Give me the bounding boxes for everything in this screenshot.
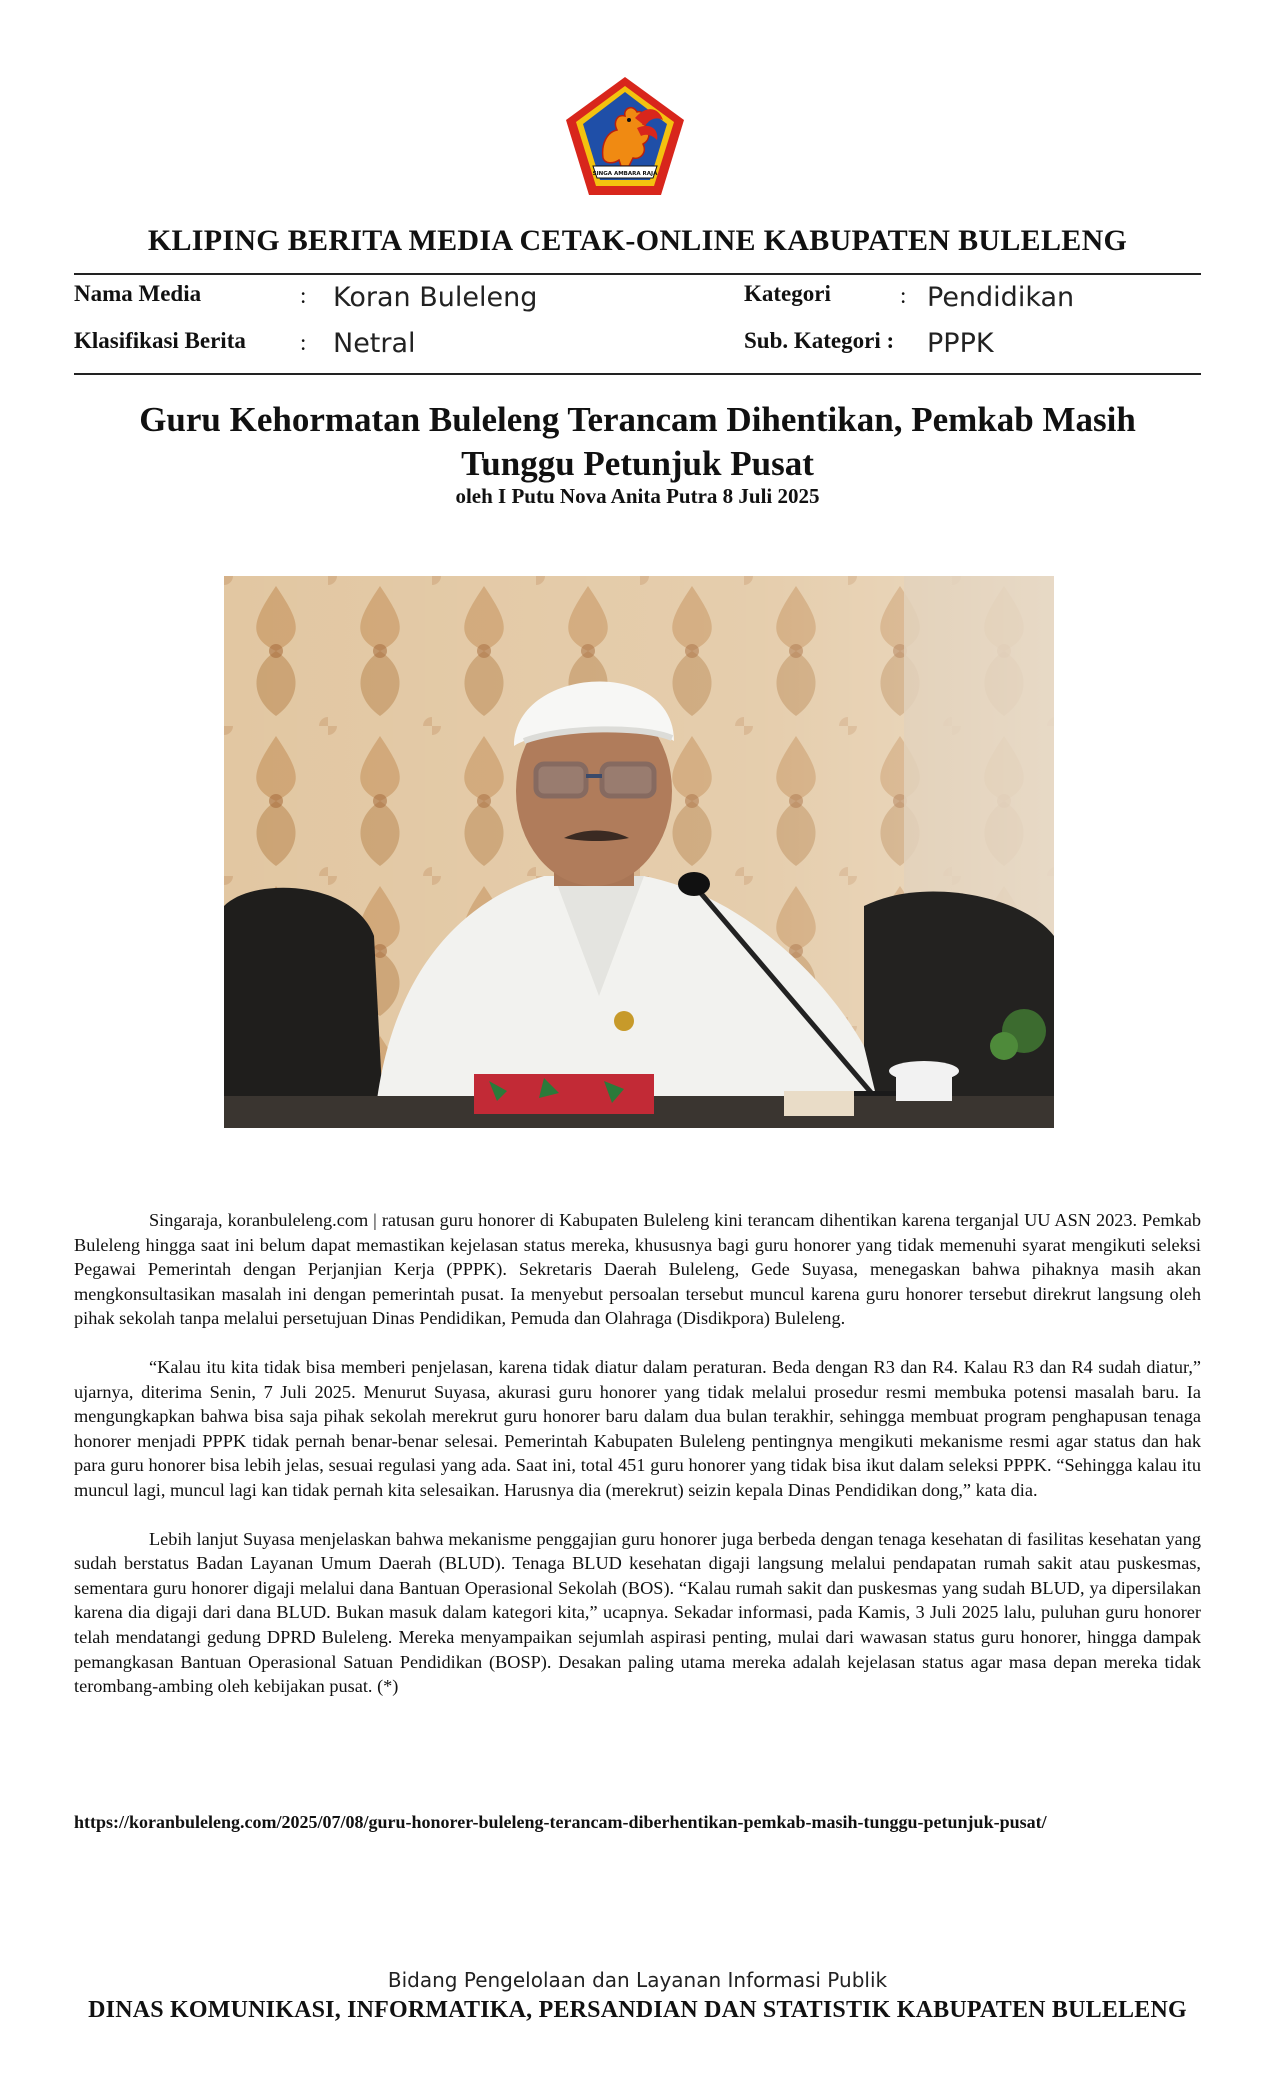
subkategori-value: PPPK [927, 328, 994, 359]
article-byline: oleh I Putu Nova Anita Putra 8 Juli 2025 [455, 484, 820, 508]
subkategori-label: Sub. Kategori : [744, 328, 895, 353]
klasifikasi-label: Klasifikasi Berita [74, 328, 246, 353]
kategori-label: Kategori [744, 281, 831, 306]
footer-agency: DINAS KOMUNIKASI, INFORMATIKA, PERSANDIAN DAN STATISTIK KABUPATEN BULELENG [88, 1997, 1187, 2023]
paragraph-2: “Kalau itu kita tidak bisa memberi penjelasan, karena tidak diatur dalam peraturan. Beda dengan R3 dan R4. Kalau R3 dan R4 sudah diatur,” ujarnya, diterima Senin, 7 Juli 2025. Menurut Suyasa, akurasi guru honorer yang tidak melalui prosedur resmi membuka potensi masalah baru. Ia mengungkapkan bahwa bisa saja pihak sekolah merekrut guru honorer baru dalam dua bulan terakhir, sehingga membuat program penghapusan tenaga honorer menjadi PPPK tidak pernah benar-benar selesai. Pemerintah Kabupaten Buleleng pentingnya mengikuti mekanisme resmi agar status dan hak para guru honorer bisa lebih jelas, sesuai regulasi yang ada. Saat ini, total 451 guru honorer yang tidak bisa ikut dalam seleksi PPPK. “Sehingga kalau itu muncul lagi, muncul lagi kan tidak pernah kita selesaikan. Harusnya dia (merekrut) seizin kepala Dinas Pendidikan dong,” kata dia. [74, 1356, 1201, 1500]
header-rule-top [74, 273, 1201, 275]
header-rule-bottom [74, 373, 1201, 375]
paragraph-1: Singaraja, koranbuleleng.com | ratusan guru honorer di Kabupaten Buleleng kini terancam dihentikan karena terganjal UU ASN 2023. Pemkab Buleleng hingga saat ini belum dapat memastikan kejelasan status mereka, khususnya bagi guru honorer yang tidak memenuhi syarat mengikuti seleksi Pegawai Pemerintah dengan Perjanjian Kerja (PPPK). Sekretaris Daerah Buleleng, Gede Suyasa, menegaskan bahwa pihaknya masih akan mengkonsultasikan masalah ini dengan pemerintah pusat. Ia menyebut persoalan tersebut muncul karena guru honorer tersebut direkrut langsung oleh pihak sekolah tanpa melalui persetujuan Dinas Pendidikan, Pemuda dan Olahraga (Disdikpora) Buleleng. [74, 1210, 1201, 1329]
source-url-link[interactable]: https://koranbuleleng.com/2025/07/08/guru-honorer-buleleng-terancam-diberhentikan-pemkab-masih-tunggu-petunjuk-pusat/ [74, 1812, 1047, 1832]
crest-motto: SINGA AMBARA RAJA [592, 171, 658, 177]
article-photo [224, 576, 1054, 1128]
article-body [74, 1208, 1201, 1723]
kategori-value: Pendidikan [927, 282, 1075, 313]
media-label: Nama Media [74, 281, 202, 306]
footer-department: Bidang Pengelolaan dan Layanan Informasi Publik [387, 1968, 888, 1992]
klasifikasi-colon: : [300, 330, 307, 355]
media-value: Koran Buleleng [333, 282, 538, 313]
kategori-colon: : [900, 283, 907, 308]
paragraph-3: Lebih lanjut Suyasa menjelaskan bahwa mekanisme penggajian guru honorer juga berbeda dengan tenaga kesehatan di fasilitas kesehatan yang sudah berstatus Badan Layanan Umum Daerah (BLUD). Tenaga BLUD kesehatan digaji langsung melalui pendapatan rumah sakit atau puskesmas, sementara guru honorer digaji melalui dana Bantuan Operasional Sekolah (BOS). “Kalau rumah sakit dan puskesmas yang sudah BLUD, ya dipersilakan karena dia digaji dari dana BLUD. Bukan masuk dalam kategori kita,” ucapnya. Sekadar informasi, pada Kamis, 3 Juli 2025 lalu, puluhan guru honorer telah mendatangi gedung DPRD Buleleng. Mereka menyampaikan sejumlah aspirasi penting, mulai dari wawasan status guru honorer, hingga dampak pemangkasan Bantuan Operasional Satuan Pendidikan (BOSP). Desakan paling utama mereka adalah kejelasan status agar masa depan mereka tidak terombang-ambing oleh kebijakan pusat. (*) [74, 1528, 1201, 1697]
clipping-header: KLIPING BERITA MEDIA CETAK-ONLINE KABUPATEN BULELENG [147, 224, 1128, 257]
media-colon: : [300, 283, 307, 308]
article-title: Guru Kehormatan Buleleng Terancam Dihentikan, Pemkab Masih Tunggu Petunjuk Pusat [139, 400, 1136, 483]
klasifikasi-value: Netral [333, 328, 416, 359]
buleleng-crest-icon [563, 74, 687, 198]
